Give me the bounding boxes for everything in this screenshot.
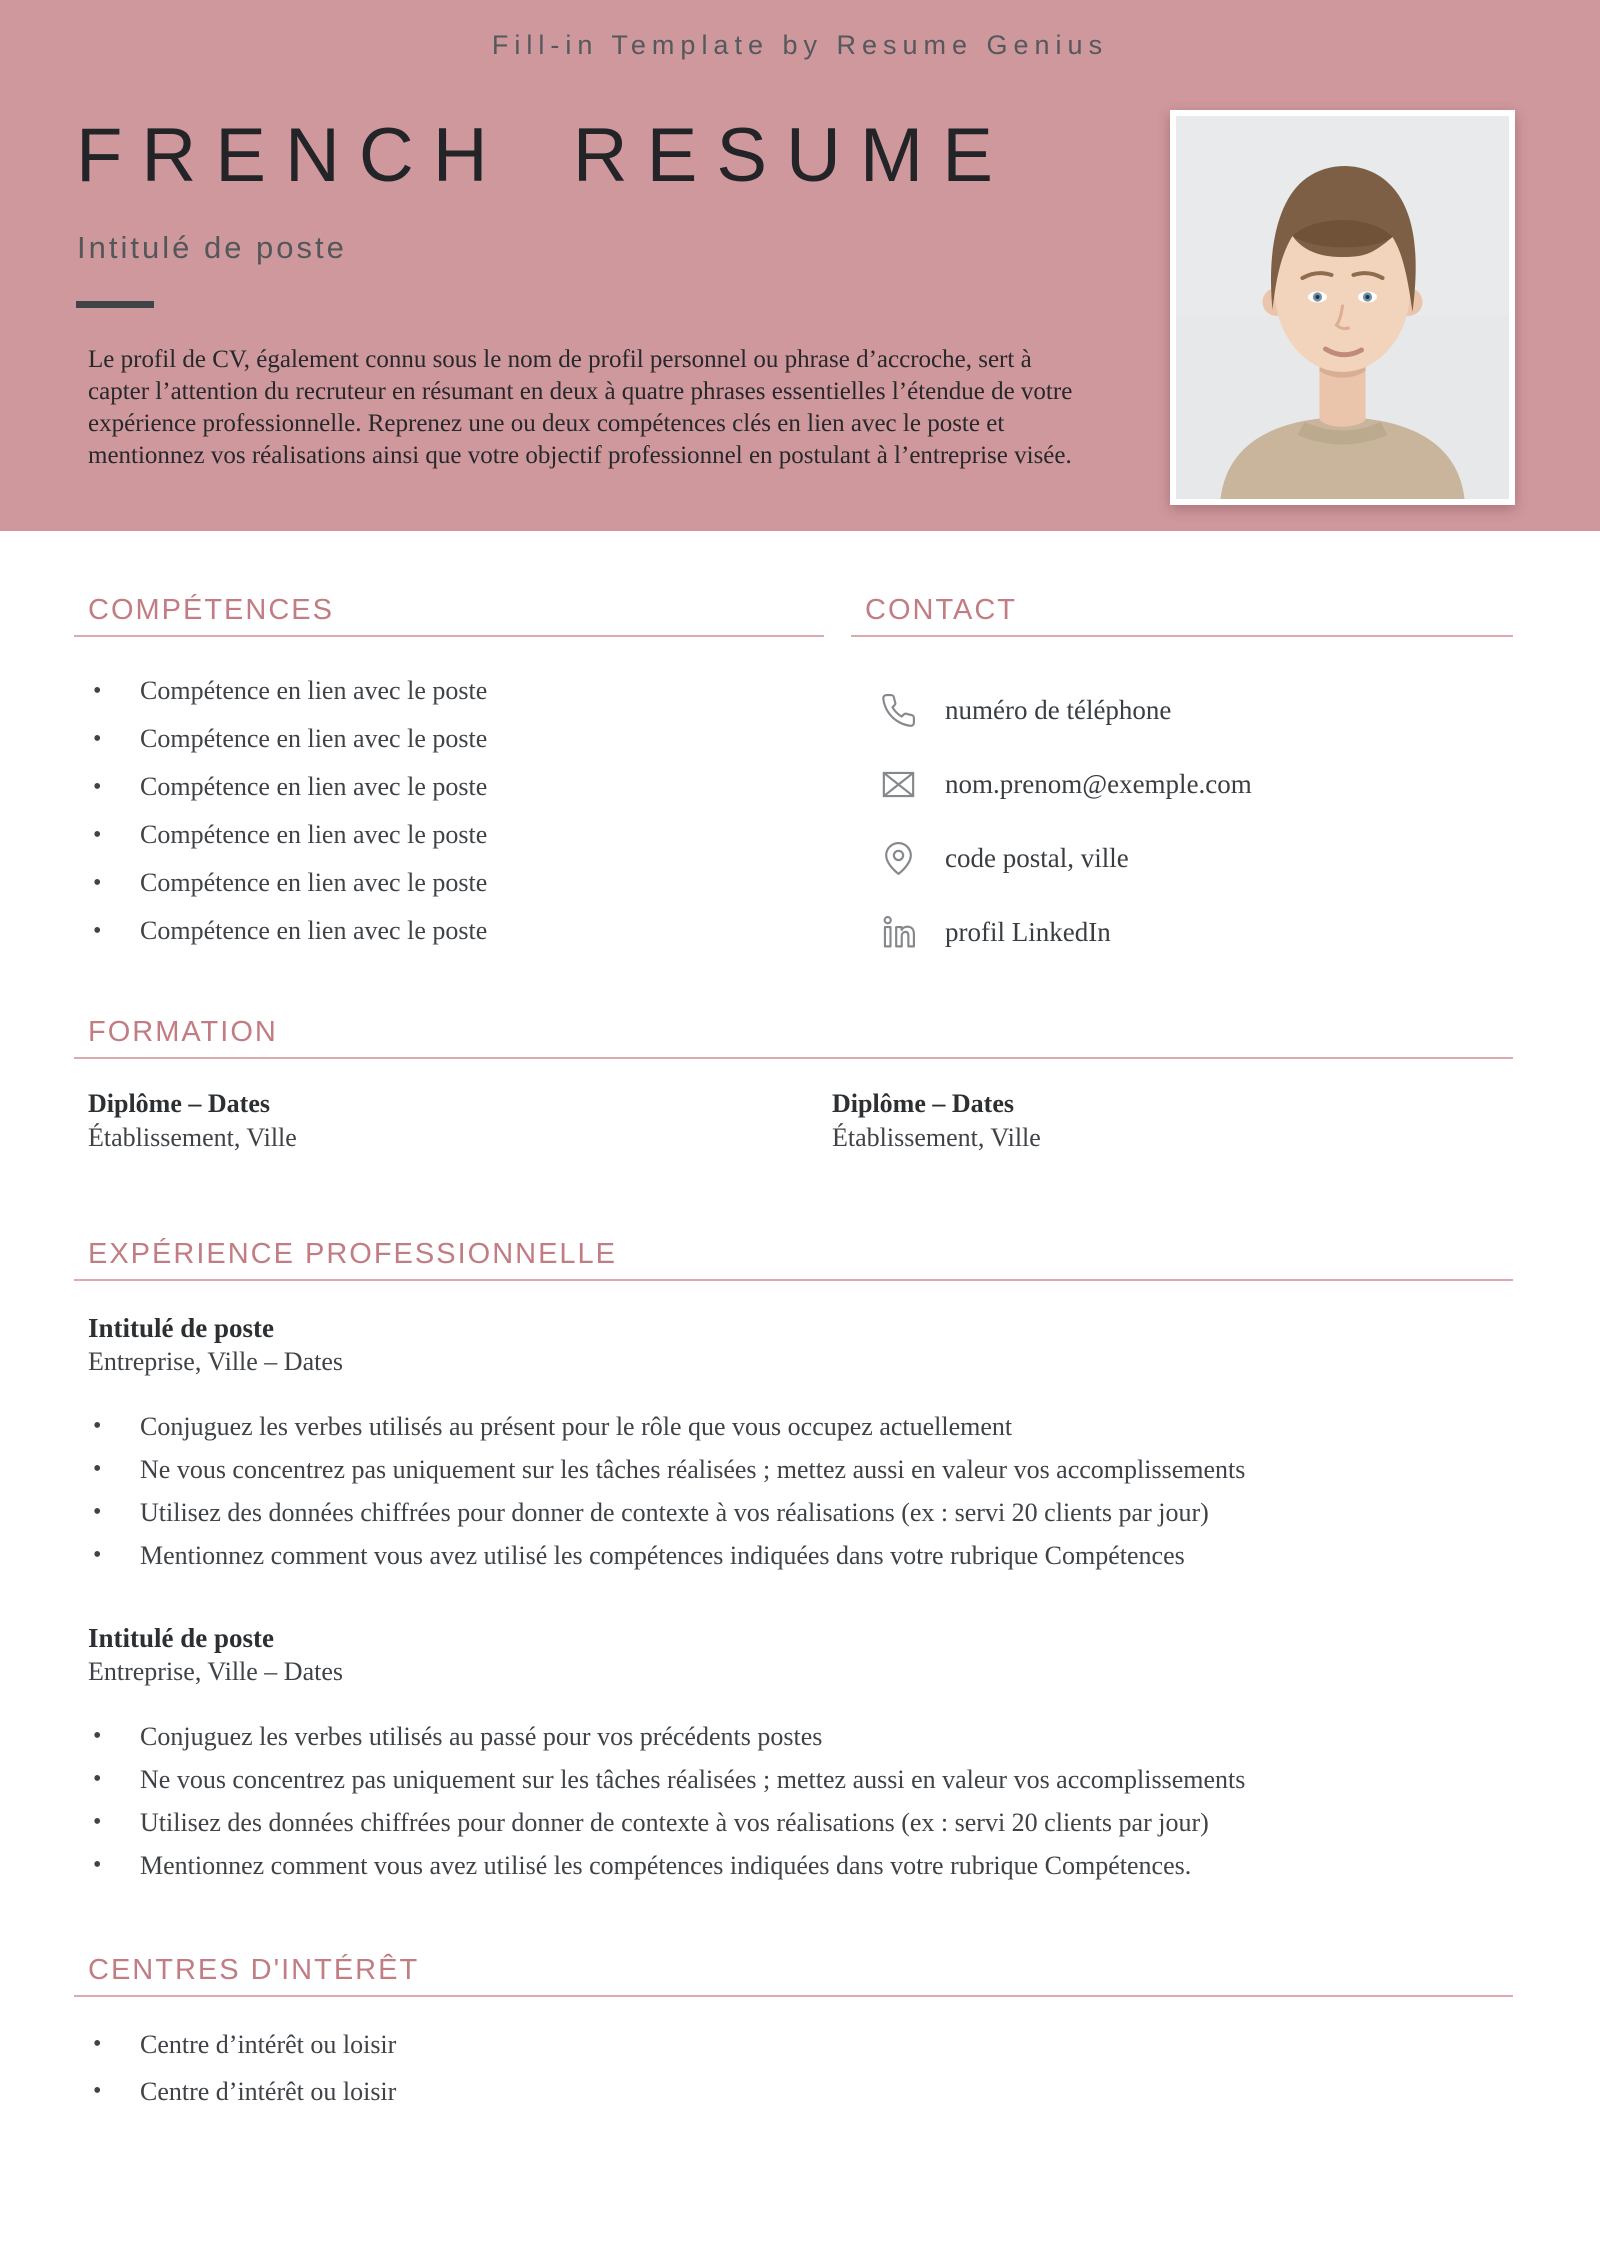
- list-item: • Ne vous concentrez pas uniquement sur les tâches réalisées ; mettez aussi en valeur vos accomplissements: [74, 1758, 1513, 1801]
- degree-dates: Diplôme – Dates: [832, 1089, 1014, 1118]
- linkedin-label: profil LinkedIn: [945, 916, 1111, 947]
- list-item: • Compétence en lien avec le poste: [74, 859, 824, 907]
- section-competences: [74, 591, 824, 969]
- interests-list: [74, 2021, 1513, 2115]
- list-item: • Compétence en lien avec le poste: [74, 763, 824, 811]
- degree-dates: Diplôme – Dates: [88, 1089, 270, 1118]
- job-bullet-list: [74, 1405, 1513, 1577]
- contact-row-phone: [851, 673, 1513, 747]
- formation-heading-rule: [74, 1013, 1513, 1059]
- list-item: • Conjuguez les verbes utilisés au présent pour le rôle que vous occupez actuellement: [74, 1405, 1513, 1448]
- list-item: • Compétence en lien avec le poste: [74, 715, 824, 763]
- list-item: • Centre d’intérêt ou loisir: [74, 2021, 1513, 2068]
- list-item: • Compétence en lien avec le poste: [74, 907, 824, 955]
- list-item: • Ne vous concentrez pas uniquement sur les tâches réalisées ; mettez aussi en valeur vos accomplissements: [74, 1448, 1513, 1491]
- section-formation: [74, 1013, 1513, 1155]
- profile-photo: [1170, 110, 1515, 505]
- contact-list: [851, 673, 1513, 969]
- page-title: FRENCH RESUME: [76, 113, 1012, 198]
- section-interests: [74, 1951, 1513, 2115]
- portrait-illustration: [1176, 116, 1509, 499]
- list-item: • Compétence en lien avec le poste: [74, 667, 824, 715]
- map-pin-icon: [851, 840, 945, 877]
- competences-heading-rule: [74, 591, 824, 637]
- experience-heading: EXPÉRIENCE PROFESSIONNELLE: [88, 1238, 618, 1270]
- job-entry: [88, 1311, 1513, 1577]
- job-company-dates: Entreprise, Ville – Dates: [88, 1657, 343, 1686]
- job-title: Intitulé de poste: [88, 1623, 275, 1653]
- interests-heading-rule: [74, 1951, 1513, 1997]
- contact-row-address: [851, 821, 1513, 895]
- contact-heading-rule: [851, 591, 1513, 637]
- formation-entry: [88, 1087, 818, 1155]
- section-experience: [74, 1235, 1513, 1887]
- address-label: code postal, ville: [945, 842, 1129, 873]
- school-city: Établissement, Ville: [88, 1123, 297, 1152]
- job-entry: [88, 1621, 1513, 1887]
- job-company-dates: Entreprise, Ville – Dates: [88, 1347, 343, 1376]
- phone-icon: [851, 692, 945, 729]
- envelope-icon: [851, 766, 945, 803]
- interests-heading: CENTRES D'INTÉRÊT: [88, 1954, 420, 1986]
- formation-entry: [832, 1087, 1513, 1155]
- formation-heading: FORMATION: [88, 1016, 278, 1048]
- experience-heading-rule: [74, 1235, 1513, 1281]
- template-note: Fill-in Template by Resume Genius: [491, 30, 1109, 60]
- job-bullet-list: [74, 1715, 1513, 1887]
- school-city: Établissement, Ville: [832, 1123, 1041, 1152]
- header-band: [0, 0, 1600, 531]
- list-item: • Mentionnez comment vous avez utilisé les compétences indiquées dans votre rubrique Compétences: [74, 1534, 1513, 1577]
- formation-entries: [74, 1087, 1513, 1155]
- list-item: • Utilisez des données chiffrées pour donner de contexte à vos réalisations (ex : servi 20 clients par jour): [74, 1801, 1513, 1844]
- profile-intro-paragraph: Le profil de CV, également connu sous le nom de profil personnel ou phrase d’accroche, sert à capter l’attention du recruteur en résumant en deux à quatre phrases essentielles l’étendue de votre expérience professionnelle. Reprenez une ou deux compétences clés en lien avec le poste et mentionnez vos réalisations ainsi que votre objectif professionnel en postulant à l’entreprise visée.: [88, 346, 1073, 469]
- list-item: • Centre d’intérêt ou loisir: [74, 2068, 1513, 2115]
- list-item: • Conjuguez les verbes utilisés au passé pour vos précédents postes: [74, 1715, 1513, 1758]
- list-item: • Mentionnez comment vous avez utilisé les compétences indiquées dans votre rubrique Compétences.: [74, 1844, 1513, 1887]
- contact-row-email: [851, 747, 1513, 821]
- competences-heading: COMPÉTENCES: [88, 594, 334, 626]
- email-label: nom.prenom@exemple.com: [945, 768, 1252, 799]
- list-item: • Compétence en lien avec le poste: [74, 811, 824, 859]
- linkedin-icon: [851, 914, 945, 951]
- list-item: • Utilisez des données chiffrées pour donner de contexte à vos réalisations (ex : servi 20 clients par jour): [74, 1491, 1513, 1534]
- job-title: Intitulé de poste: [88, 1313, 275, 1343]
- resume-body: [0, 591, 1600, 2115]
- accent-bar: [76, 301, 154, 308]
- phone-label: numéro de téléphone: [945, 694, 1172, 725]
- job-title-subtitle: Intitulé de poste: [77, 230, 347, 265]
- contact-row-linkedin: [851, 895, 1513, 969]
- section-contact: [851, 591, 1513, 969]
- contact-heading: CONTACT: [865, 594, 1018, 626]
- competences-list: [74, 667, 824, 955]
